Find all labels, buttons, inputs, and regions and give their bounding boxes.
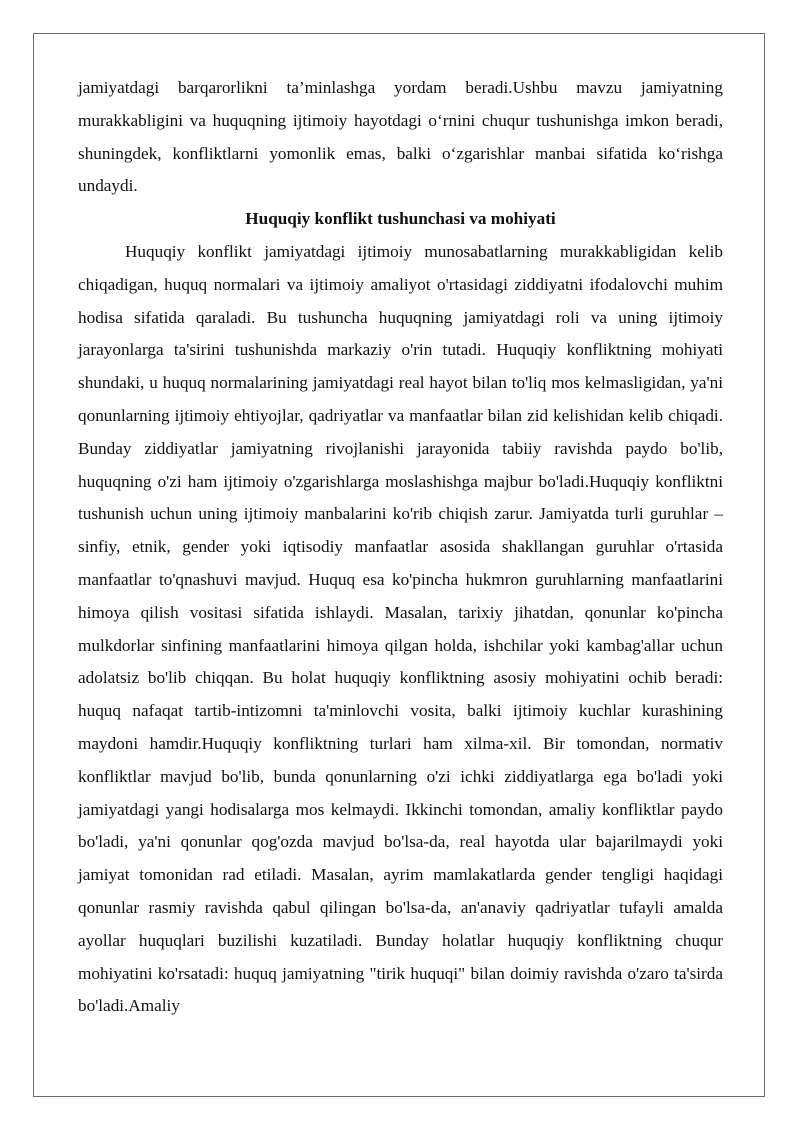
document-body [78,72,723,1023]
section-heading: Huquqiy konflikt tushunchasi va mohiyati [245,209,556,229]
intro-paragraph: jamiyatdagi barqarorlikni ta’minlashga yordam beradi.Ushbu mavzu jamiyatning murakkabligini va huquqning ijtimoiy hayotdagi o‘rnini chuqur tushunishga imkon beradi, shuningdek, konfliktlarni yomonlik emas, balki o‘zgarishlar manbai sifatida ko‘rishga undaydi. [78,78,723,196]
body-paragraph: Huquqiy konflikt jamiyatdagi ijtimoiy munosabatlarning murakkabligidan kelib chiqadigan, huquq normalari va ijtimoiy amaliyot o'rtasidagi ziddiyatni ifodalovchi muhim hodisa sifatida qaraladi. Bu tushuncha huquqning jamiyatdagi roli va uning ijtimoiy jarayonlarga ta'sirini tushunishda markaziy o'rin tutadi. Huquqiy konfliktning mohiyati shundaki, u huquq normalarining jamiyatdagi real hayot bilan to'liq mos kelmasligidan, ya'ni qonunlarning ijtimoiy ehtiyojlar, qadriyatlar va manfaatlar bilan zid kelishidan kelib chiqadi. Bunday ziddiyatlar jamiyatning rivojlanishi jarayonida tabiiy ravishda paydo bo'lib, huquqning o'zi ham ijtimoiy o'zgarishlarga moslashishga majbur bo'ladi.Huquqiy konfliktni tushunish uchun uning ijtimoiy manbalarini ko'rib chiqish zarur. Jamiyatda turli guruhlar – sinfiy, etnik, gender yoki iqtisodiy manfaatlar asosida shakllangan guruhlar o'rtasida manfaatlar to'qnashuvi mavjud. Huquq esa ko'pincha hukmron guruhlarning manfaatlarini himoya qilish vositasi sifatida ishlaydi. Masalan, tarixiy jihatdan, qonunlar ko'pincha mulkdorlar sinfining manfaatlarini himoya qilgan holda, ishchilar yoki kambag'allar uchun adolatsiz bo'lib chiqqan. Bu holat huquqiy konfliktning asosiy mohiyatini ochib beradi: huquq nafaqat tartib-intizomni ta'minlovchi vosita, balki ijtimoiy kuchlar kurashining maydoni hamdir.Huquqiy konfliktning turlari ham xilma-xil. Bir tomondan, normativ konfliktlar mavjud bo'lib, bunda qonunlarning o'zi ichki ziddiyatlarga ega bo'ladi yoki jamiyatdagi yangi hodisalarga mos kelmaydi. Ikkinchi tomondan, amaliy konfliktlar paydo bo'ladi, ya'ni qonunlar qog'ozda mavjud bo'lsa-da, real hayotda ular bajarilmaydi yoki jamiyat tomonidan rad etiladi. Masalan, ayrim mamlakatlarda gender tengligi haqidagi qonunlar rasmiy ravishda qabul qilingan bo'lsa-da, an'anaviy qadriyatlar tufayli amalda ayollar huquqlari buzilishi kuzatiladi. Bunday holatlar huquqiy konfliktning chuqur mohiyatini ko'rsatadi: huquq jamiyatning "tirik huquqi" bilan doimiy ravishda o'zaro ta'sirda bo'ladi.Amaliy [78,241,723,1016]
